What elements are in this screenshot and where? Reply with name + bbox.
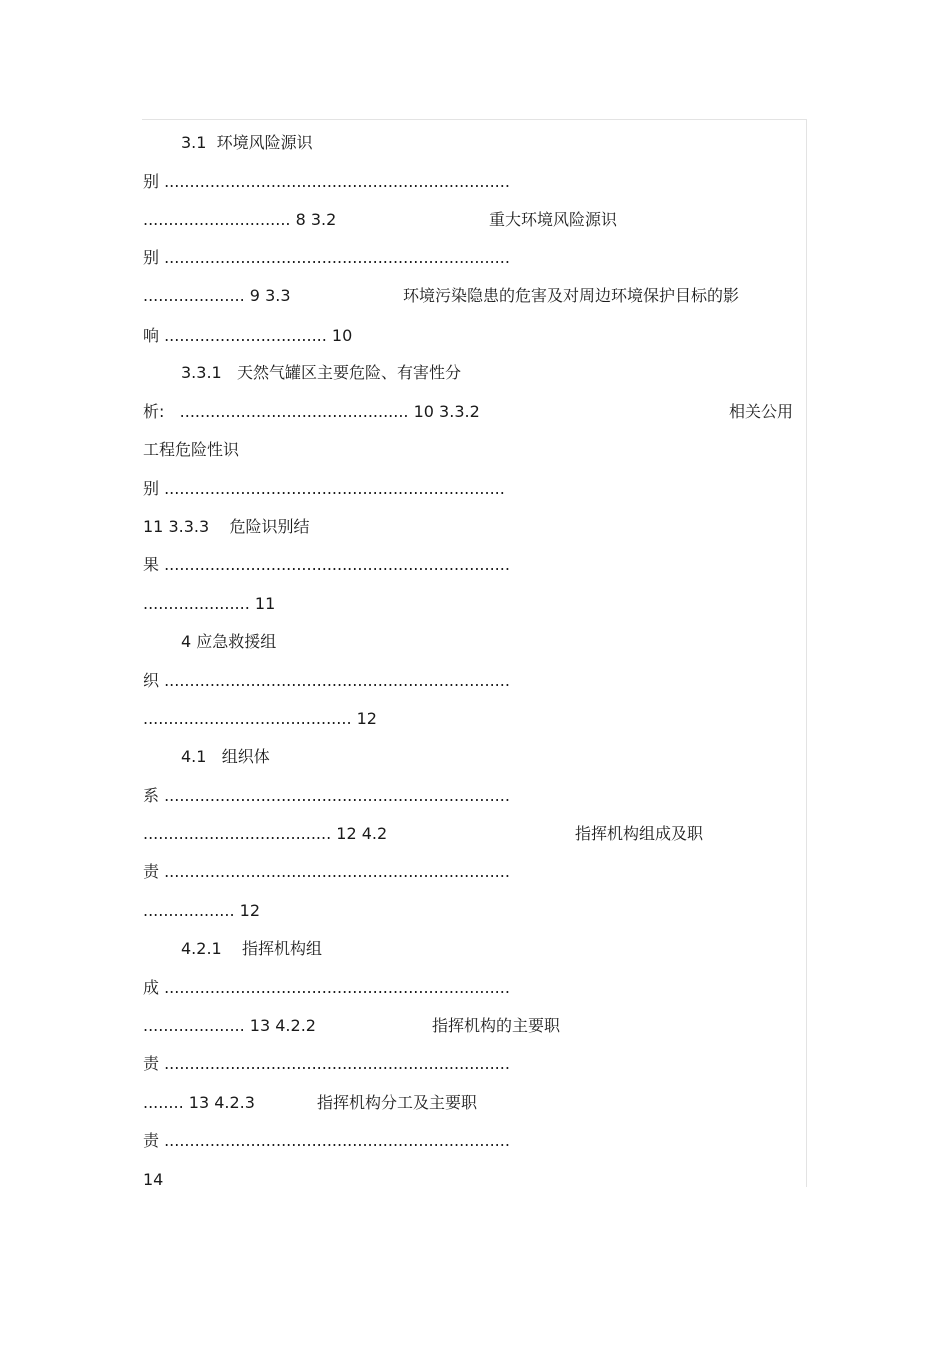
toc-entry-3-3: 环境污染隐患的危害及对周边环境保护目标的影: [403, 286, 740, 305]
page-border-right: [806, 119, 807, 1187]
toc-entry-4-2: 指挥机构组成及职: [575, 824, 704, 843]
toc-leader-page: ..................................... 12 4.2: [143, 824, 388, 843]
toc-entry-4-2-1: 4.2.1 指挥机构组: [181, 939, 323, 958]
toc-entry-3-3-2: 相关公用: [729, 402, 794, 421]
toc-leader-page: ........ 13 4.2.3: [143, 1093, 255, 1112]
toc-entry-3-3-3: 11 3.3.3 危险识别结: [143, 517, 310, 536]
toc-leader: 织 ....................................................................: [143, 671, 510, 690]
page-border-top: [142, 119, 807, 120]
toc-page-number: 14: [143, 1170, 164, 1189]
toc-leader: 系 ....................................................................: [143, 786, 510, 805]
toc-entry-3-3-2-cont: 工程危险性识: [143, 440, 240, 459]
toc-leader: 责 ....................................................................: [143, 1131, 510, 1150]
toc-entry-3-2: 重大环境风险源识: [489, 210, 618, 229]
toc-leader-page: .................... 13 4.2.2: [143, 1016, 316, 1035]
toc-leader-page: 响 ................................ 10: [143, 326, 353, 345]
toc-leader: 责 ....................................................................: [143, 1054, 510, 1073]
toc-entry-3-3-1: 3.3.1 天然气罐区主要危险、有害性分: [181, 363, 461, 382]
toc-leader: 别 ....................................................................: [143, 172, 510, 191]
toc-entry-4-2-3: 指挥机构分工及主要职: [317, 1093, 478, 1112]
toc-entry-3-1: 3.1 环境风险源识: [181, 133, 313, 152]
toc-leader-page: 析: ............................................. 10 3.3.2: [143, 402, 480, 421]
toc-leader: 责 ....................................................................: [143, 862, 510, 881]
toc-entry-4-2-2: 指挥机构的主要职: [432, 1016, 561, 1035]
toc-leader-page: ..................... 11: [143, 594, 276, 613]
toc-leader-page: ............................. 8 3.2: [143, 210, 337, 229]
toc-leader: 果 ....................................................................: [143, 555, 510, 574]
toc-leader: 别 ....................................................................: [143, 248, 510, 267]
toc-leader-page: .................... 9 3.3: [143, 286, 291, 305]
toc-leader-page: .................. 12: [143, 901, 260, 920]
toc-leader: 别 ...................................................................: [143, 479, 505, 498]
toc-entry-4-1: 4.1 组织体: [181, 747, 270, 766]
toc-entry-4: 4 应急救援组: [181, 632, 277, 651]
toc-leader-page: ......................................... 12: [143, 709, 377, 728]
toc-leader: 成 ....................................................................: [143, 978, 510, 997]
